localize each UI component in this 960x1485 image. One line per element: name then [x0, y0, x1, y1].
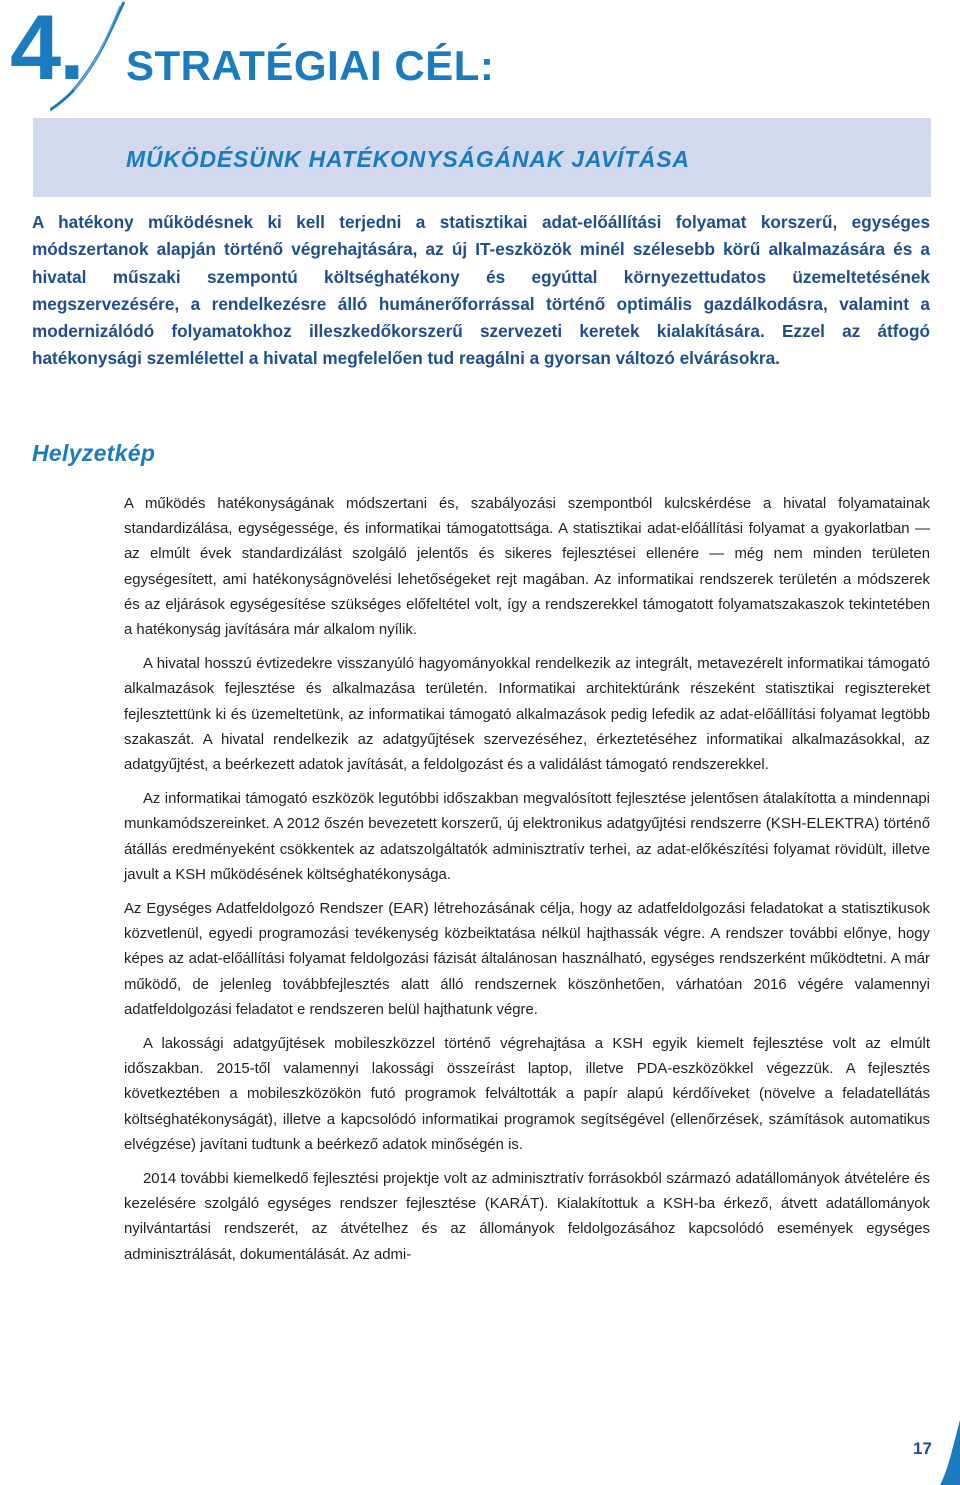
- page-corner-decoration-icon: [940, 1420, 960, 1485]
- body-paragraph: Az Egységes Adatfeldolgozó Rendszer (EAR) létrehozásának célja, hogy az adatfeldolgozási feladatokat a statisztikusok közvetlenül, egyedi programozási tevékenység közbeiktatása nélkül hajthassák végre. A rendszer további előnye, hogy képes az adat-előállítási folyamat feldolgozási fázisát általánosan használható, egységes rendszerként működtetni. A már működő, de jelenleg továbbfejlesztés alatt álló rendszernek köszönhetően, várhatóan 2016 végére valamennyi adatfeldolgozási feladatot e rendszeren belül hajthatunk végre.: [124, 901, 930, 1018]
- body-paragraph: A működés hatékonyságának módszertani és, szabályozási szempontból kulcskérdése a hivatal folyamatainak standardizálása, egységessége, és informatikai támogatottsága. A statisztikai adat-előállítási folyamat a gyakorlatban — az elmúlt évek standardizálást szolgáló jelentős és sikeres fejlesztései ellenére — még nem minden területen egységesített, ami hatékonyságnövelési lehetőségeket rejt magában. Az informatikai rendszerek területén a módszerek és az eljárások egységesítése szükséges előfeltétel volt, így a rendszerekkel támogatott folyamatszakaszok tekintetében a hatékonyság javítására már alkalom nyílik.: [124, 496, 930, 639]
- page-number: 17: [913, 1439, 932, 1458]
- intro-paragraph: A hatékony működésnek ki kell terjedni a statisztikai adat-előállítási folyamat korszerű, egységes módszertanok alapján történő végrehajtására, az új IT-eszközök minél szélesebb körű alkalmazására és a hivatal műszaki szempontú költséghatékony és egyúttal környezettudatos üzemeltetésének megszervezésére, a rendelkezésre álló humánerőforrással történő optimális gazdálkodásra, valamint a modernizálódó folyamatokhoz illeszkedőkorszerű szervezeti keretek kialakítására. Ezzel az átfogó hatékonysági szemlélettel a hivatal megfelelően tud reagálni a gyorsan változó elvárásokra.: [32, 212, 930, 369]
- swoosh-decoration-icon: [50, 0, 130, 120]
- section-heading: Helyzetkép: [32, 440, 156, 466]
- chapter-title: STRATÉGIAI CÉL:: [126, 42, 495, 89]
- subtitle-band: [33, 118, 931, 197]
- body-paragraph: A lakossági adatgyűjtések mobileszközzel történő végrehajtása a KSH egyik kiemelt fejlesztése volt az elmúlt időszakban. 2015-től valamennyi lakossági összeírást laptop, illetve PDA-eszközökkel végezzük. A fejlesztés következtében a mobileszközökön futó programok felváltották a papír alapú kérdőíveket (növelve a feladatellátás költséghatékonyságát), illetve a kapcsolódó informatikai programok segítségével (ellenőrzések, számítások automatikus elvégzése) javítani tudtunk a beérkező adatok minőségén is.: [124, 1036, 930, 1153]
- section-body: [124, 492, 930, 1277]
- chapter-number: 4.: [10, 0, 83, 99]
- body-paragraph: A hivatal hosszú évtizedekre visszanyúló hagyományokkal rendelkezik az integrált, metavezérelt informatikai támogató alkalmazások fejlesztése és alkalmazása területén. Informatikai architektúránk részeként statisztikai regisztereket fejlesztettünk ki és üzemeltetünk, az informatikai támogató alkalmazások pedig lefedik az adat-előállítási folyamat legtöbb szakaszát. A hivatal rendelkezik az adatgyűjtések szervezéséhez, érkeztetéséhez informatikai alkalmazásokkal, az adatgyűjtést, a beérkezett adatok javítását, a feldolgozást és a validálást támogató rendszerekkel.: [124, 656, 930, 774]
- chapter-subtitle: MŰKÖDÉSÜNK HATÉKONYSÁGÁNAK JAVÍTÁSA: [126, 146, 690, 172]
- body-paragraph: Az informatikai támogató eszközök legutóbbi időszakban megvalósított fejlesztése jelentősen átalakította a mindennapi munkamódszereinket. A 2012 őszén bevezetett korszerű, új elektronikus adatgyűjtési rendszerre (KSH-ELEKTRA) történő átállás eredményeként csökkentek az adatszolgáltatók adminisztratív terhei, az adat-előkészítési folyamat rövidült, illetve javult a KSH működésének költséghatékonysága.: [124, 791, 930, 883]
- body-paragraph: 2014 további kiemelkedő fejlesztési projektje volt az adminisztratív forrásokból származó adatállományok átvételére és kezelésére szolgáló egységes rendszer fejlesztése (KARÁT). Kialakítottuk a KSH-ba érkező, átvett adatállományok nyilvántartási rendszerét, az átvételhez és az állományok feldolgozásához kapcsolódó események egységes adminisztrálását, dokumentálását. Az admi-: [124, 1171, 930, 1263]
